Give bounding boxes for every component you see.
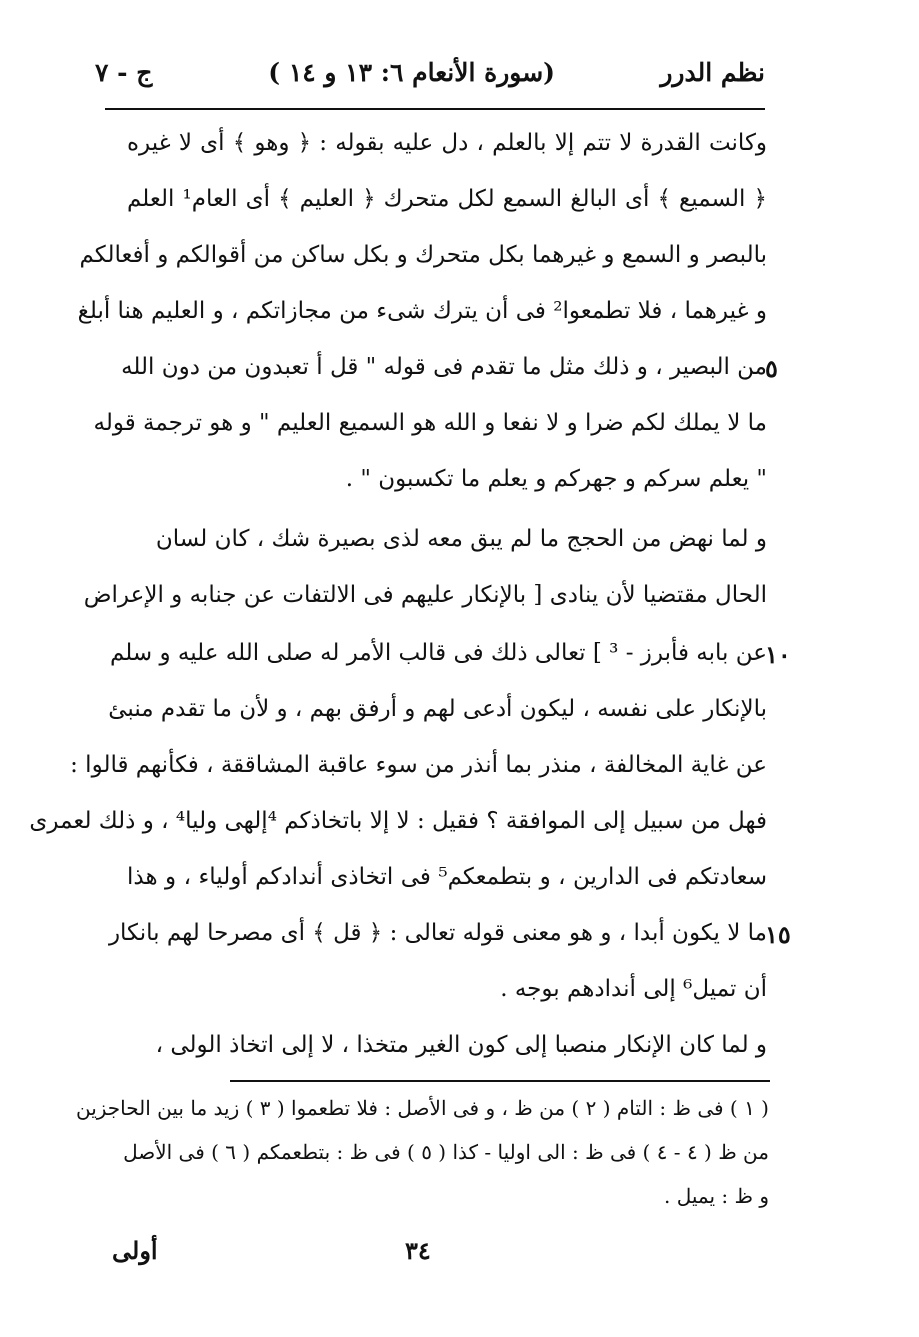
text-line: الحال مقتضيا لأن ينادى [ بالإنكار عليهم فى الالتفات عن جنابه و الإعراض	[83, 582, 767, 608]
text-line: أن تميل⁶ إلى أندادهم بوجه .	[500, 976, 767, 1002]
text-line: عن غاية المخالفة ، منذر بما أنذر من سوء عاقبة المشاققة ، فكأنهم قالوا :	[70, 752, 767, 778]
footnote-rule	[230, 1080, 770, 1082]
footnote-line: و ظ : يميل .	[664, 1184, 769, 1208]
footnote-line: ( ١ ) فى ظ : التام ( ٢ ) من ظ ، و فى الأصل : فلا تطعموا ( ٣ ) زيد ما بين الحاجزين	[75, 1096, 769, 1120]
running-header	[95, 58, 765, 100]
text-line: وكانت القدرة لا تتم إلا بالعلم ، دل عليه بقوله : ﴿ وهو ﴾ أى لا غيره	[127, 130, 767, 156]
line-number: ١٥	[765, 920, 791, 949]
paragraph-start-line: و لما كان الإنكار منصبا إلى كون الغير متخذا ، لا إلى اتخاذ الولى ،	[155, 1032, 767, 1058]
text-line: بالإنكار على نفسه ، ليكون أدعى لهم و أرفق بهم ، و لأن ما تقدم منبئ	[108, 696, 767, 722]
text-line: بالبصر و السمع و غيرهما بكل متحرك و بكل ساكن من أقوالكم و أفعالكم	[79, 242, 767, 268]
volume-label: ج - ٧	[95, 58, 153, 87]
text-line: " يعلم سركم و جهركم و يعلم ما تكسبون " .	[345, 466, 767, 492]
text-line: و غيرهما ، فلا تطمعوا² فى أن يترك شىء من مجازاتكم ، و العليم هنا أبلغ	[77, 298, 767, 324]
line-number: ١٠	[765, 640, 791, 669]
catchword: أولى	[112, 1236, 158, 1265]
header-rule	[105, 108, 765, 110]
running-title: نظم الدرر	[660, 58, 765, 87]
text-line: من البصير ، و ذلك مثل ما تقدم فى قوله " قل أ تعبدون من دون الله	[121, 354, 767, 380]
line-number: ٥	[765, 354, 778, 383]
paragraph-start-line: و لما نهض من الحجج ما لم يبق معه لذى بصيرة شك ، كان لسان	[155, 526, 767, 552]
surah-reference: (سورة الأنعام ٦: ١٣ و ١٤ )	[268, 58, 555, 87]
text-line: سعادتكم فى الدارين ، و بتطمعكم⁵ فى اتخاذى أندادكم أولياء ، و هذا	[127, 864, 767, 890]
page-number: ٣٤	[405, 1236, 431, 1265]
text-line: ما لا يملك لكم ضرا و لا نفعا و الله هو السميع العليم " و هو ترجمة قوله	[93, 410, 767, 436]
text-line: عن بابه فأبرز - ³ ] تعالى ذلك فى قالب الأمر له صلى الله عليه و سلم	[109, 640, 767, 666]
text-line: ﴿ السميع ﴾ أى البالغ السمع لكل متحرك ﴿ العليم ﴾ أى العام¹ العلم	[127, 186, 767, 212]
text-line: فهل من سبيل إلى الموافقة ؟ فقيل : لا إلا باتخاذكم ⁴إلهى وليا⁴ ، و ذلك لعمرى	[29, 808, 767, 834]
text-line: ما لا يكون أبدا ، و هو معنى قوله تعالى : ﴿ قل ﴾ أى مصرحا لهم بانكار	[108, 920, 767, 946]
footnote-line: من ظ ( ٤ - ٤ ) فى ظ : الى اوليا - كذا ( ٥ ) فى ظ : بتطعمكم ( ٦ ) فى الأصل	[123, 1140, 769, 1164]
